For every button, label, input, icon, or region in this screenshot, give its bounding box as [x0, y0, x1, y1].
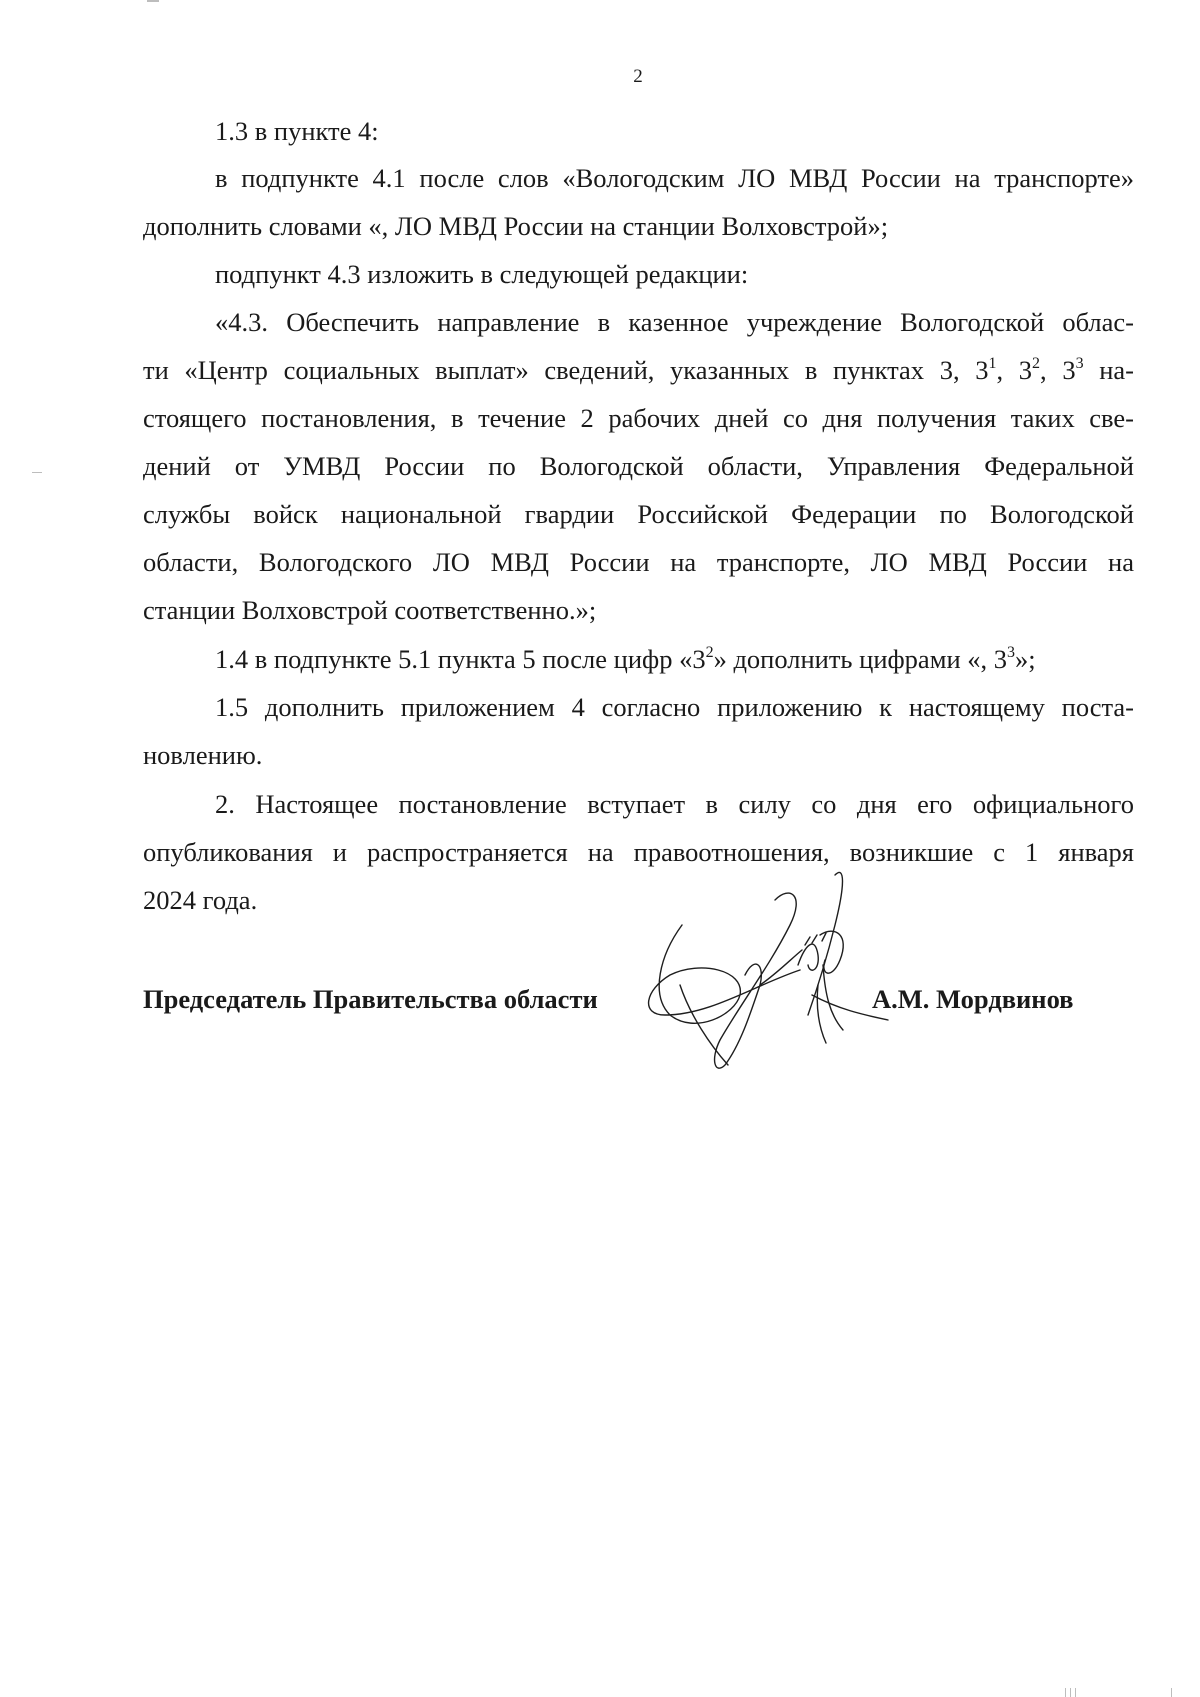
paragraph-2-line-1: 2. Настоящее постановление вступает в силу со дня его официального — [215, 789, 1134, 819]
paragraph-2-line-3: 2024 года. — [143, 885, 258, 915]
scan-artifact-top — [147, 0, 159, 2]
paragraph-4-1-line-2: дополнить словами «, ЛО МВД России на станции Волховстрой»; — [143, 211, 889, 241]
quote-4-3-line-3: стоящего постановления, в течение 2 рабочих дней со дня получения таких све- — [143, 403, 1134, 433]
quote-4-3-line-2-text-a: ти «Центр социальных выплат» сведений, указанных в пунктах 3, 3 — [143, 355, 989, 385]
superscript: 1 — [988, 355, 997, 372]
quote-4-3-line-6: области, Вологодского ЛО МВД России на транспорте, ЛО МВД России на — [143, 547, 1134, 577]
superscript: 3 — [1075, 355, 1084, 372]
paragraph-1-4-text-a: 1.4 в подпункте 5.1 пункта 5 после цифр «3 — [215, 644, 706, 674]
paragraph-1-4-text-c: »; — [1015, 644, 1036, 674]
paragraph-4-1-line-1: в подпункте 4.1 после слов «Вологодским ЛО МВД России на транспорте» — [215, 163, 1134, 193]
quote-4-3-line-4: дений от УМВД России по Вологодской области, Управления Федеральной — [143, 451, 1134, 481]
quote-4-3-line-7: станции Волховстрой соответственно.»; — [143, 595, 597, 625]
page-number: 2 — [633, 66, 643, 87]
paragraph-2-line-2: опубликования и распространяется на правоотношения, возникшие с 1 января — [143, 837, 1134, 867]
quote-4-3-line-2-text-d: на- — [1083, 355, 1135, 385]
scan-artifact-bottom — [1171, 1688, 1172, 1697]
paragraph-1-5-line-2: новлению. — [143, 740, 263, 770]
scan-artifact-bottom — [1065, 1688, 1066, 1697]
quote-4-3-line-1: «4.3. Обеспечить направление в казенное учреждение Вологодской облас- — [215, 307, 1134, 337]
quote-4-3-line-5: службы войск национальной гвардии Российской Федерации по Вологодской — [143, 499, 1134, 529]
paragraph-1-5-line-1: 1.5 дополнить приложением 4 согласно приложению к настоящему поста- — [215, 692, 1134, 722]
quote-4-3-line-2-text-c: , 3 — [1040, 355, 1076, 385]
superscript: 2 — [705, 644, 714, 661]
handwritten-signature — [640, 865, 910, 1095]
signatory-name: А.М. Мордвинов — [872, 984, 1074, 1014]
scan-artifact-bottom — [1070, 1688, 1071, 1697]
paragraph-4-3-intro: подпункт 4.3 изложить в следующей редакции: — [215, 259, 749, 289]
paragraph-1-4-text-b: » дополнить цифрами «, 3 — [713, 644, 1008, 674]
superscript: 2 — [1032, 355, 1041, 372]
paragraph-1-4 — [215, 643, 1036, 675]
signatory-title: Председатель Правительства области — [143, 984, 598, 1014]
scan-artifact-left — [32, 472, 42, 473]
superscript: 3 — [1007, 644, 1016, 661]
paragraph-1-3: 1.3 в пункте 4: — [215, 116, 379, 146]
quote-4-3-line-2-text-b: , 3 — [996, 355, 1033, 385]
scan-artifact-bottom — [1075, 1688, 1076, 1697]
quote-4-3-line-2 — [143, 354, 1134, 386]
